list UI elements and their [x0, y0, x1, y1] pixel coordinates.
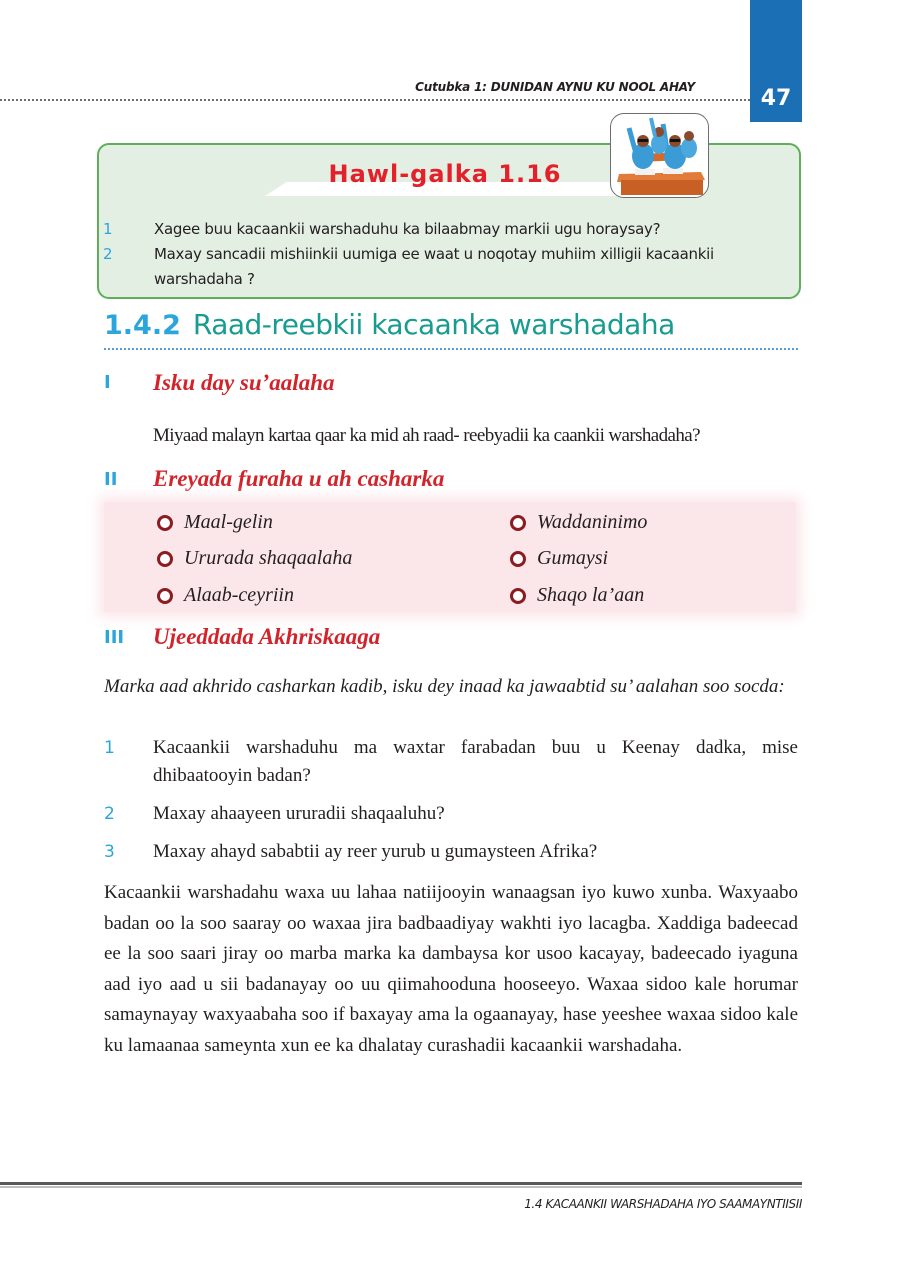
part2-heading: Ereyada furaha u ah casharka	[153, 466, 445, 491]
section-title	[104, 308, 798, 350]
keyword-item	[510, 511, 647, 534]
keyword-item	[157, 547, 352, 570]
keyword-text: Alaab-ceyriin	[184, 584, 294, 606]
part1-heading: Isku day su’aalaha	[153, 370, 335, 395]
bullet-icon	[510, 588, 526, 604]
section-heading: Raad-reebkii kacaanka warshadaha	[192, 308, 675, 341]
body-paragraph: Kacaankii warshadahu waxa uu lahaa natiijooyin wanaagsan iyo kuwo xunba. Waxyaabo badan oo la soo saaray oo waxaa jira badbaadiyay wakhti iyo lacagba. Xaddiga badeecad ee la soo saari jiray oo marba marka ka dambaysa kor usoo kacayay, badeecado iyaguna aad iyo aad u sii badanayay oo uu qiimahooduna hooseeyo. Waxaa sidoo kale horumar samaynayay waxyaabaha soo if baxayay ama la ogaanayay, hase yeeshee waxaa sidoo kale ku lamaanaa sameynta xun ee ka dhalatay curashadii kacaankii warshadaha.	[104, 882, 798, 1056]
question-text: Maxay ahayd sababtii ay reer yurub u gumaysteen Afrika?	[153, 841, 598, 862]
part3-heading: Ujeeddada Akhriskaaga	[153, 624, 381, 649]
question-item	[104, 734, 798, 790]
activity-question	[100, 242, 800, 292]
keyword-text: Shaqo la’aan	[537, 584, 645, 606]
running-head: Cutubka 1: DUNIDAN AYNU KU NOOL AHAY	[415, 80, 695, 94]
footer-rule	[0, 1182, 802, 1185]
keyword-text: Maal-gelin	[184, 511, 273, 533]
bullet-icon	[510, 515, 526, 531]
question-text: Xagee buu kacaankii warshaduhu ka bilaabmay markii ugu horaysay?	[154, 220, 661, 238]
question-number: 1	[103, 220, 113, 238]
question-text: Kacaankii warshaduhu ma waxtar farabadan buu u Keenay dadka, mise dhibaatooyin badan?	[153, 737, 798, 786]
bullet-icon	[157, 515, 173, 531]
question-number: 3	[104, 842, 115, 862]
question-number: 2	[104, 804, 115, 824]
activity-questions	[100, 217, 800, 292]
roman-numeral-2: II	[104, 469, 118, 490]
question-text: Maxay ahaayeen ururadii shaqaaluhu?	[153, 803, 445, 824]
activity-illustration	[611, 114, 709, 198]
question-number: 1	[104, 738, 115, 758]
keyword-text: Ururada shaqaalaha	[184, 547, 353, 569]
bullet-icon	[510, 551, 526, 567]
section-number: 1.4.2	[104, 310, 181, 341]
keyword-item	[157, 511, 273, 534]
part1-text: Miyaad malayn kartaa qaar ka mid ah raad- reebyadii ka caankii warshadaha?	[153, 425, 700, 446]
roman-numeral-1: I	[104, 372, 111, 393]
page-number: 47	[760, 86, 792, 111]
bullet-icon	[157, 588, 173, 604]
footer-running-title: 1.4 KACAANKII WARSHADAHA IYO SAAMAYNTIISII	[524, 1197, 802, 1211]
question-item	[104, 838, 798, 866]
footer-rule-shadow	[0, 1186, 802, 1188]
keyword-text: Gumaysi	[537, 547, 609, 569]
students-raising-hands-icon	[610, 113, 709, 198]
activity-title: Hawl-galka 1.16	[328, 160, 562, 188]
bullet-icon	[157, 551, 173, 567]
keyword-item	[157, 584, 294, 607]
header-dotted-rule	[0, 99, 750, 101]
keyword-item	[510, 547, 608, 570]
part3-questions	[104, 734, 798, 876]
keyword-item	[510, 584, 644, 607]
question-text: Maxay sancadii mishiinkii uumiga ee waat u noqotay muhiim xilligii kacaankii warshadaha ?	[154, 245, 714, 288]
roman-numeral-3: III	[104, 627, 125, 648]
activity-question	[100, 217, 800, 242]
part3-intro: Marka aad akhrido casharkan kadib, isku dey inaad ka jawaabtid su’ aalahan soo socda:	[104, 676, 785, 697]
keyword-text: Waddaninimo	[537, 511, 648, 533]
question-item	[104, 800, 798, 828]
question-number: 2	[103, 245, 113, 263]
